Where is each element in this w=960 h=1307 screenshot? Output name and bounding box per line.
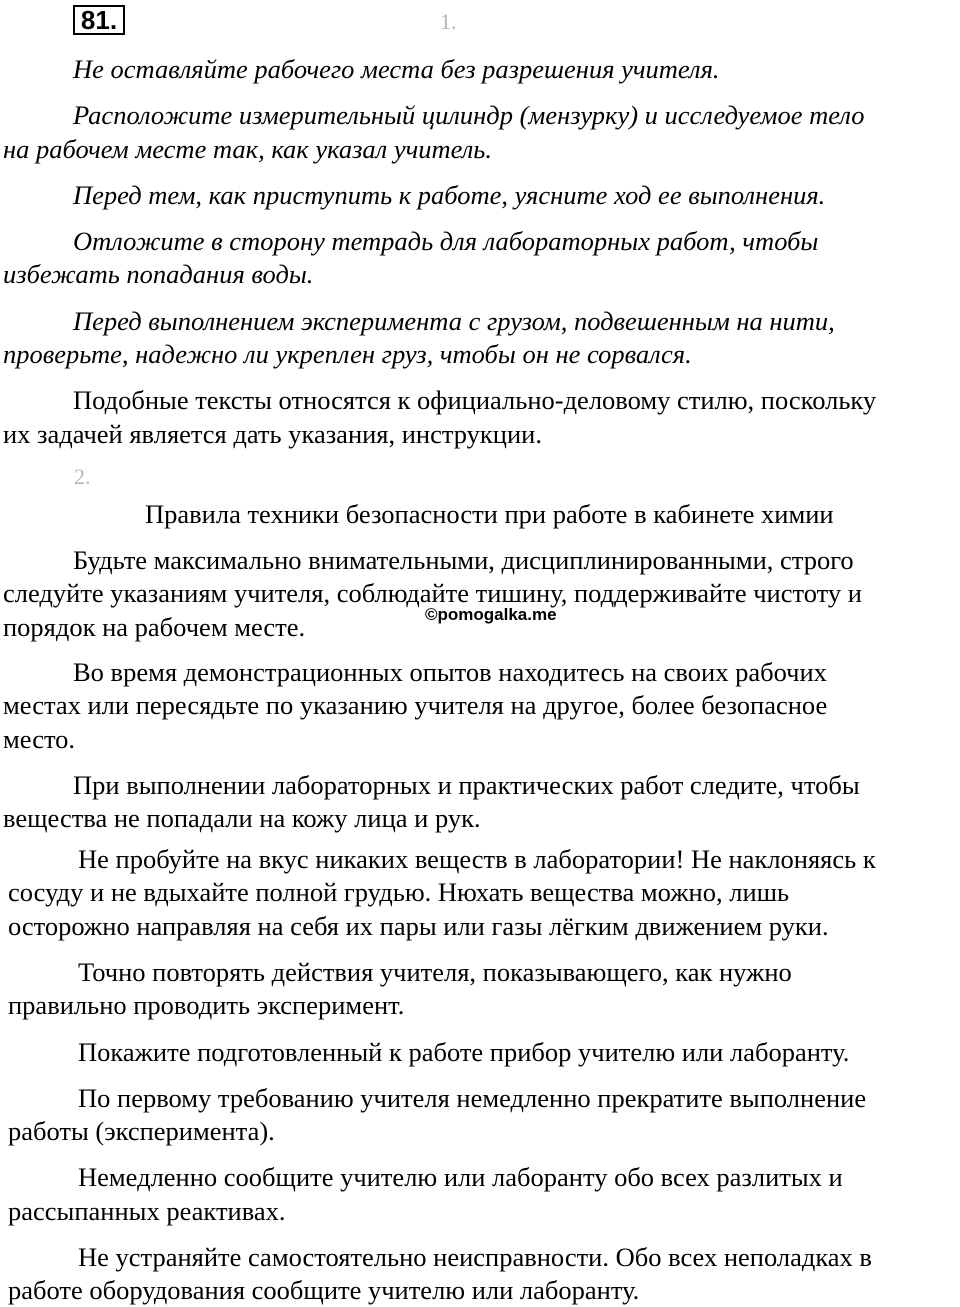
text-line: проверьте, надежно ли укреплен груз, чтобы он не сорвался. — [3, 339, 692, 369]
text-line: Не устраняйте самостоятельно неисправности. Обо всех неполадках в — [78, 1242, 872, 1272]
text-line: Расположите измерительный цилиндр (мензурку) и исследуемое тело — [73, 100, 865, 130]
text-line: Не оставляйте рабочего места без разрешения учителя. — [73, 54, 720, 84]
text-line: Не пробуйте на вкус никаких веществ в лаборатории! Не наклоняясь к — [78, 844, 876, 874]
section-2-marker: 2. — [74, 464, 91, 489]
text-line: Точно повторять действия учителя, показывающего, как нужно — [78, 957, 792, 987]
text-line: осторожно направляя на себя их пары или газы лёгким движением руки. — [8, 911, 829, 941]
text-line: Во время демонстрационных опытов находитесь на своих рабочих — [73, 657, 827, 687]
text-line: По первому требованию учителя немедленно прекратите выполнение — [78, 1083, 867, 1113]
text-line: правильно проводить эксперимент. — [8, 990, 405, 1020]
conclusion-line: Подобные тексты относятся к официально-деловому стилю, поскольку — [73, 385, 877, 415]
text-line: сосуду и не вдыхайте полной грудью. Нюхать вещества можно, лишь — [8, 877, 790, 907]
text-line: вещества не попадали на кожу лица и рук. — [3, 803, 481, 833]
text-line: Отложите в сторону тетрадь для лабораторных работ, чтобы — [73, 226, 819, 256]
section-title: Правила техники безопасности при работе в кабинете химии — [145, 499, 834, 529]
conclusion-line: их задачей является дать указания, инструкции. — [3, 419, 542, 449]
text-line: место. — [3, 724, 76, 754]
text-line: При выполнении лабораторных и практических работ следите, чтобы — [73, 770, 860, 800]
text-line: Покажите подготовленный к работе прибор учителю или лаборанту. — [78, 1037, 850, 1067]
text-line: работе оборудования сообщите учителю или лаборанту. — [8, 1275, 640, 1305]
text-line: на рабочем месте так, как указал учитель. — [3, 134, 492, 164]
text-line: следуйте указаниям учителя, соблюдайте тишину, поддерживайте чистоту и — [3, 578, 862, 608]
text-line: рассыпанных реактивах. — [8, 1196, 286, 1226]
text-line: местах или пересядьте по указанию учителя на другое, более безопасное — [3, 690, 828, 720]
text-line: Будьте максимально внимательными, дисциплинированными, строго — [73, 545, 854, 575]
text-line: Перед выполнением эксперимента с грузом, подвешенным на нити, — [73, 306, 835, 336]
exercise-number: 81. — [73, 5, 125, 35]
text-line: Перед тем, как приступить к работе, уясните ход ее выполнения. — [73, 180, 826, 210]
text-line: Немедленно сообщите учителю или лаборанту обо всех разлитых и — [78, 1162, 843, 1192]
section-1-marker: 1. — [440, 9, 457, 34]
text-line: избежать попадания воды. — [3, 259, 314, 289]
watermark: ©pomogalka.me — [425, 605, 557, 624]
text-line: порядок на рабочем месте. — [3, 612, 306, 642]
text-line: работы (эксперимента). — [8, 1116, 275, 1146]
